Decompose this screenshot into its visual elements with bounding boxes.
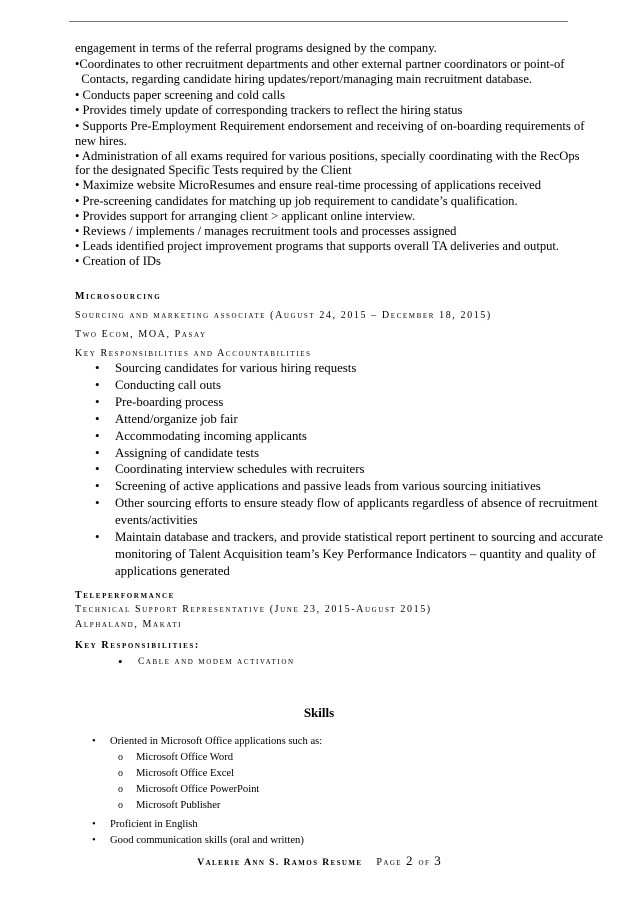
section-title: Skills [303, 705, 335, 720]
position-title: Technical Support Representative (June 23, 2015-August 2015) [75, 604, 432, 615]
text-line: • Conducts paper screening and cold calls [75, 88, 286, 102]
responsibility-list [95, 360, 610, 580]
text-line: Contacts, regarding candidate hiring updates/report/managing main recruitment database. [75, 72, 533, 86]
list-item: • Assigning of candidate tests [95, 445, 610, 462]
list-item: • Good communication skills (oral and written) [92, 833, 592, 849]
list-item: o Microsoft Office Word [118, 750, 592, 766]
list-item: • Coordinating interview schedules with recruiters [95, 461, 610, 478]
responsibilities-heading: Key Responsibilities: [75, 640, 200, 651]
page-of: of [418, 857, 431, 868]
text-line: engagement in terms of the referral programs designed by the company. [75, 41, 437, 55]
list-item: • Accommodating incoming applicants [95, 428, 610, 445]
list-item: • Cable and modem activation [118, 654, 633, 671]
text-line: • Pre-screening candidates for matching up job requirement to candidate’s qualification. [75, 194, 518, 208]
text-line: • Maximize website MicroResumes and ensure real-time processing of applications received [75, 178, 542, 192]
work-location: Two Ecom, MOA, Pasay [75, 329, 207, 340]
list-item: • Conducting call outs [95, 377, 610, 394]
page-total: 3 [434, 853, 441, 868]
position-title: Sourcing and marketing associate (August 24, 2015 – December 18, 2015) [75, 310, 492, 321]
list-item: • Screening of active applications and passive leads from various sourcing initiatives [95, 478, 610, 495]
page-label: Page [376, 857, 402, 868]
list-item: • Sourcing candidates for various hiring requests [95, 360, 610, 377]
text-line: • Provides timely update of corresponding trackers to reflect the hiring status [75, 103, 463, 117]
text-line: • Creation of IDs [75, 254, 161, 268]
list-item: o Microsoft Office Excel [118, 766, 592, 782]
skills-list [92, 734, 592, 849]
list-item: o Microsoft Publisher [118, 798, 592, 814]
text-line: • Provides support for arranging client > applicant online interview. [75, 209, 416, 223]
list-item: • Attend/organize job fair [95, 411, 610, 428]
text-line: • Leads identified project improvement programs that supports overall TA deliveries and output. [75, 239, 560, 253]
page-footer [0, 852, 638, 870]
text-line: •Coordinates to other recruitment departments and other external partner coordinators or point-of [75, 57, 565, 71]
sub-list [118, 750, 592, 814]
text-line: • Reviews / implements / manages recruitment tools and processes assigned [75, 224, 457, 238]
list-item: • Other sourcing efforts to ensure steady flow of applicants regardless of absence of recruitment events/activities [95, 495, 610, 529]
list-item: • Maintain database and trackers, and provide statistical report pertinent to sourcing and accurate monitoring of Talent Acquisition team’s Key Performance Indicators – quantity and quality of applications generated [95, 529, 610, 580]
skill-label: Oriented in Microsoft Office applications such as: [110, 736, 323, 747]
responsibility-list [118, 654, 633, 671]
page-number: 2 [405, 853, 413, 868]
list-item [92, 734, 592, 814]
company-heading: Teleperformance [75, 590, 175, 601]
list-item: o Microsoft Office PowerPoint [118, 782, 592, 798]
list-item: • Proficient in English [92, 817, 592, 833]
footer-name: Valerie Ann S. Ramos Resume [197, 857, 363, 868]
text-line: • Supports Pre-Employment Requirement endorsement and receiving of on-boarding requirements of [75, 119, 585, 133]
list-item: • Pre-boarding process [95, 394, 610, 411]
text-line: new hires. [75, 134, 127, 148]
work-location: Alphaland, Makati [75, 619, 183, 630]
responsibilities-heading: Key Responsibilities and Accountabilities [75, 348, 312, 359]
text-line: for the designated Specific Tests required by the Client [75, 163, 352, 177]
text-line: • Administration of all exams required for various positions, specially coordinating with the RecOps [75, 149, 580, 163]
company-heading: Microsourcing [75, 291, 162, 302]
header-rule [69, 21, 568, 22]
